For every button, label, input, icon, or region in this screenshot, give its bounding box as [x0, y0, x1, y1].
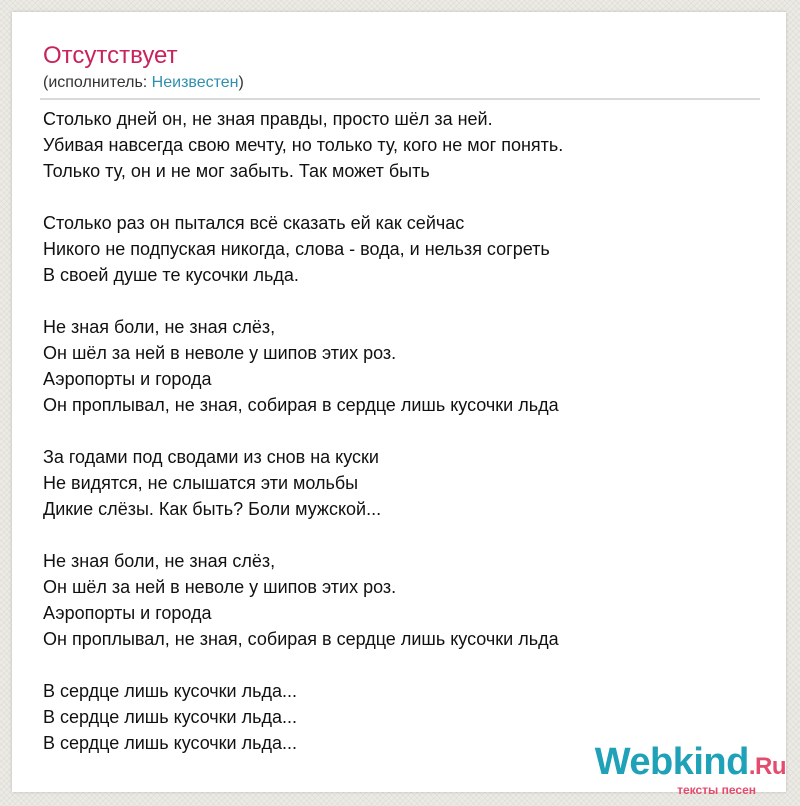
performer-line — [43, 73, 244, 93]
performer-link[interactable]: Неизвестен — [151, 74, 239, 91]
lyrics-card — [12, 12, 786, 792]
performer-prefix: (исполнитель: — [43, 74, 152, 91]
song-title: Отсутствует — [43, 42, 178, 69]
lyric-line: Он шёл за ней в неволе у шипов этих роз. — [43, 577, 397, 597]
lyric-line: Не зная боли, не зная слёз, — [43, 317, 276, 337]
lyric-line: За годами под сводами из снов на куски — [43, 447, 379, 467]
logo-wordmark — [595, 743, 786, 786]
lyric-line: Столько дней он, не зная правды, просто шёл за ней. — [43, 109, 493, 129]
stanza — [43, 210, 763, 288]
stanza — [43, 314, 763, 418]
lyric-line: Аэропорты и города — [43, 369, 212, 389]
lyric-line: Только ту, он и не мог забыть. Так может быть — [43, 161, 430, 181]
lyric-line: В своей душе те кусочки льда. — [43, 265, 299, 285]
lyric-line: Аэропорты и города — [43, 603, 212, 623]
lyric-line: Никого не подпуская никогда, слова - вода, и нельзя согреть — [43, 239, 550, 259]
lyric-line: Не видятся, не слышатся эти мольбы — [43, 473, 359, 493]
stanza — [43, 106, 763, 184]
lyric-line: Он проплывал, не зная, собирая в сердце лишь кусочки льда — [43, 629, 559, 649]
lyric-line: Он шёл за ней в неволе у шипов этих роз. — [43, 343, 397, 363]
lyric-line: Он проплывал, не зная, собирая в сердце лишь кусочки льда — [43, 395, 559, 415]
lyric-line: Не зная боли, не зная слёз, — [43, 551, 276, 571]
lyric-line: В сердце лишь кусочки льда... — [43, 681, 298, 701]
title-divider — [40, 98, 760, 100]
site-logo[interactable] — [595, 743, 786, 796]
stanza — [43, 444, 763, 522]
logo-name: Webkind — [594, 741, 749, 783]
lyric-line: В сердце лишь кусочки льда... — [43, 707, 298, 727]
performer-suffix: ) — [238, 74, 244, 91]
lyric-line: Столько раз он пытался всё сказать ей как сейчас — [43, 213, 465, 233]
lyrics-body — [43, 106, 763, 756]
lyric-line: В сердце лишь кусочки льда... — [43, 733, 298, 753]
stanza — [43, 548, 763, 652]
logo-tagline: тексты песен — [677, 783, 756, 797]
lyric-line: Дикие слёзы. Как быть? Боли мужской... — [43, 499, 382, 519]
logo-tld: .Ru — [748, 753, 786, 780]
lyric-line: Убивая навсегда свою мечту, но только ту, кого не мог понять. — [43, 135, 564, 155]
